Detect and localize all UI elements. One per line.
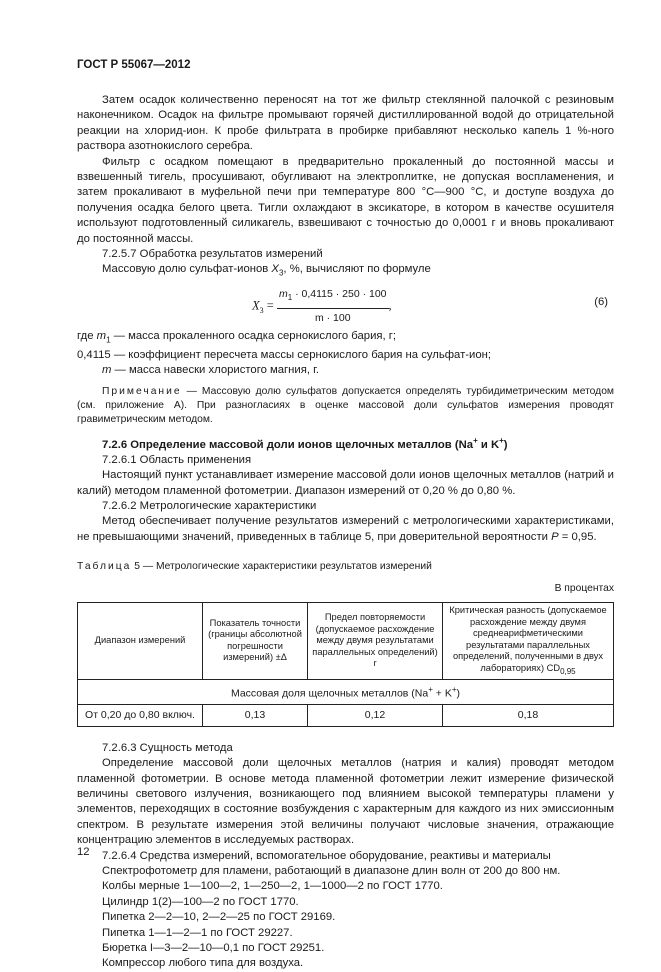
header-accuracy: Показатель точности (границы абсолютной погрешности измерений) ±Δ — [203, 603, 308, 680]
note-turbidimetric: Примечание — Массовую долю сульфатов допускается определять турбидиметрическим методом (см. приложение А). При разногласиях в оценке массовой доли сульфатов измерения проводят гравиметрическим методом. — [77, 385, 614, 425]
formula-expression: $X_3$ = $\frac{m_1 \cdot 0,4115 \cdot 250 \cdot 100}{m \cdot 100}$ , — [252, 287, 392, 326]
table-cell-critical-difference: 0,18 — [443, 704, 614, 726]
table-cell-repeatability: 0,12 — [308, 704, 443, 726]
table-cell-accuracy: 0,13 — [203, 704, 308, 726]
definition-coefficient: 0,4115 — коэффициент пересчета массы сернокислого бария на сульфат-ион; — [77, 348, 491, 361]
section-heading-7263: 7.2.6.3 Сущность метода — [102, 741, 233, 754]
table-units: В процентах — [554, 582, 614, 594]
formula-denominator: m · 100 — [314, 311, 351, 324]
section-heading-7262: 7.2.6.2 Метрологические характеристики — [102, 499, 317, 512]
header-range: Диапазон измерений — [78, 603, 203, 680]
list-item: Цилиндр 1(2)—100—2 по ГОСТ 1770. — [102, 895, 299, 908]
definition-m1: где $m_1$ — масса прокаленного осадка сернокислого бария, г; — [77, 330, 397, 345]
page-header-title: ГОСТ Р 55067—2012 — [77, 59, 191, 71]
metrology-table — [77, 602, 614, 727]
formula-numerator: $m_1 \cdot 0,4115 \cdot 250 \cdot 100$ — [277, 287, 389, 309]
list-item: Компрессор любого типа для воздуха. — [102, 957, 304, 970]
paragraph-method-essence: Определение массовой доли щелочных металлов (натрия и калия) проводят методом пламенной фотометрии. В основе метода пламенной фотометрии лежит измерение физической величины светового излучения, возникающего под влиянием высокой температуры пламени у элементов, переходящих в состояние возбуждения с характерным для каждого из них эмиссионным спектром. В результате измерения этой величины получают числовые значения, отражающие концентрацию элементов в исследуемых растворах. — [77, 757, 614, 847]
table-row — [78, 704, 614, 726]
formula-6 — [77, 285, 614, 323]
list-item: Спектрофотометр для пламени, работающий в диапазоне длин волн от 200 до 800 нм. — [102, 865, 561, 878]
list-item: Пипетка 2—2—10, 2—2—25 по ГОСТ 29169. — [102, 911, 336, 924]
formula-intro: Массовую долю сульфат-ионов $X_3$, %, вычисляют по формуле — [102, 263, 431, 278]
table-cell-range: От 0,20 до 0,80 включ. — [78, 704, 203, 726]
table-group-row — [78, 679, 614, 704]
paragraph-filter-transfer: Затем осадок количественно переносят на тот же фильтр стеклянной палочкой с резиновым наконечником. Осадок на фильтре промывают горячей дистиллированной водой до отрицательной реакции на хлорид-ион. К пробе фильтрата в пробирке прибавляют несколько капель 1 %-ного раствора азотнокислого серебра. — [77, 94, 614, 153]
paragraph-metrology: Метод обеспечивает получение результатов измерений с метрологическими характеристиками, не превышающими значений, приведенных в таблице 5, при доверительной вероятности P = 0,95. — [77, 515, 614, 543]
header-repeatability: Предел повторяемости (допускаемое расхождение между двумя результатами параллельных определений) r — [308, 603, 443, 680]
document-body — [77, 93, 614, 972]
formula-number: (6) — [594, 296, 608, 309]
list-item: Колбы мерные 1—100—2, 1—250—2, 1—1000—2 по ГОСТ 1770. — [102, 880, 443, 893]
table-caption: Таблица 5 — Метрологические характеристики результатов измерений — [77, 561, 432, 573]
equipment-list — [77, 864, 614, 972]
formula-definitions — [77, 329, 614, 378]
paragraph-scope: Настоящий пункт устанавливает измерение массовой доли ионов щелочных металлов (натрий и калий) методом пламенной фотометрии. Диапазон измерений от 0,20 % до 0,80 %. — [77, 469, 614, 497]
list-item: Бюретка I—3—2—10—0,1 по ГОСТ 29251. — [102, 942, 325, 955]
page-number: 12 — [77, 846, 90, 858]
table-group-label: Массовая доля щелочных металлов (Na+ + K+) — [78, 679, 614, 704]
section-heading-7264: 7.2.6.4 Средства измерений, вспомогательное оборудование, реактивы и материалы — [102, 849, 551, 862]
section-heading-7261: 7.2.6.1 Область применения — [102, 453, 252, 466]
list-item: Пипетка 1—1—2—1 по ГОСТ 29227. — [102, 926, 293, 939]
section-heading-726: 7.2.6 Определение массовой доли ионов щелочных металлов (Na+ и K+) — [102, 435, 508, 451]
formula-fraction — [277, 287, 389, 326]
header-critical-difference: Критическая разность (допускаемое расхождение между двумя среднеарифметическими результатами параллельных определений, полученными в двух лабораториях) $CD_{0,95}$ — [443, 603, 614, 680]
definition-m: m — масса навески хлористого магния, г. — [102, 364, 319, 377]
table-header-row — [78, 603, 614, 680]
section-heading-7257: 7.2.5.7 Обработка результатов измерений — [102, 248, 323, 261]
paragraph-calcination: Фильтр с осадком помещают в предварительно прокаленный до постоянной массы и взвешенный тигель, просушивают, обугливают на электроплитке, не допуская воспламенения, и затем прокаливают в муфельной печи при температуре 800 °С—900 °С, и доступе воздуха до получения осадка белого цвета. Тигли охлаждают в эксикаторе, в котором в качестве осушителя используют подготовленный силикагель, взвешивают с точностью до 0,0001 г и вновь прокаливают до постоянной массы. — [77, 155, 614, 245]
